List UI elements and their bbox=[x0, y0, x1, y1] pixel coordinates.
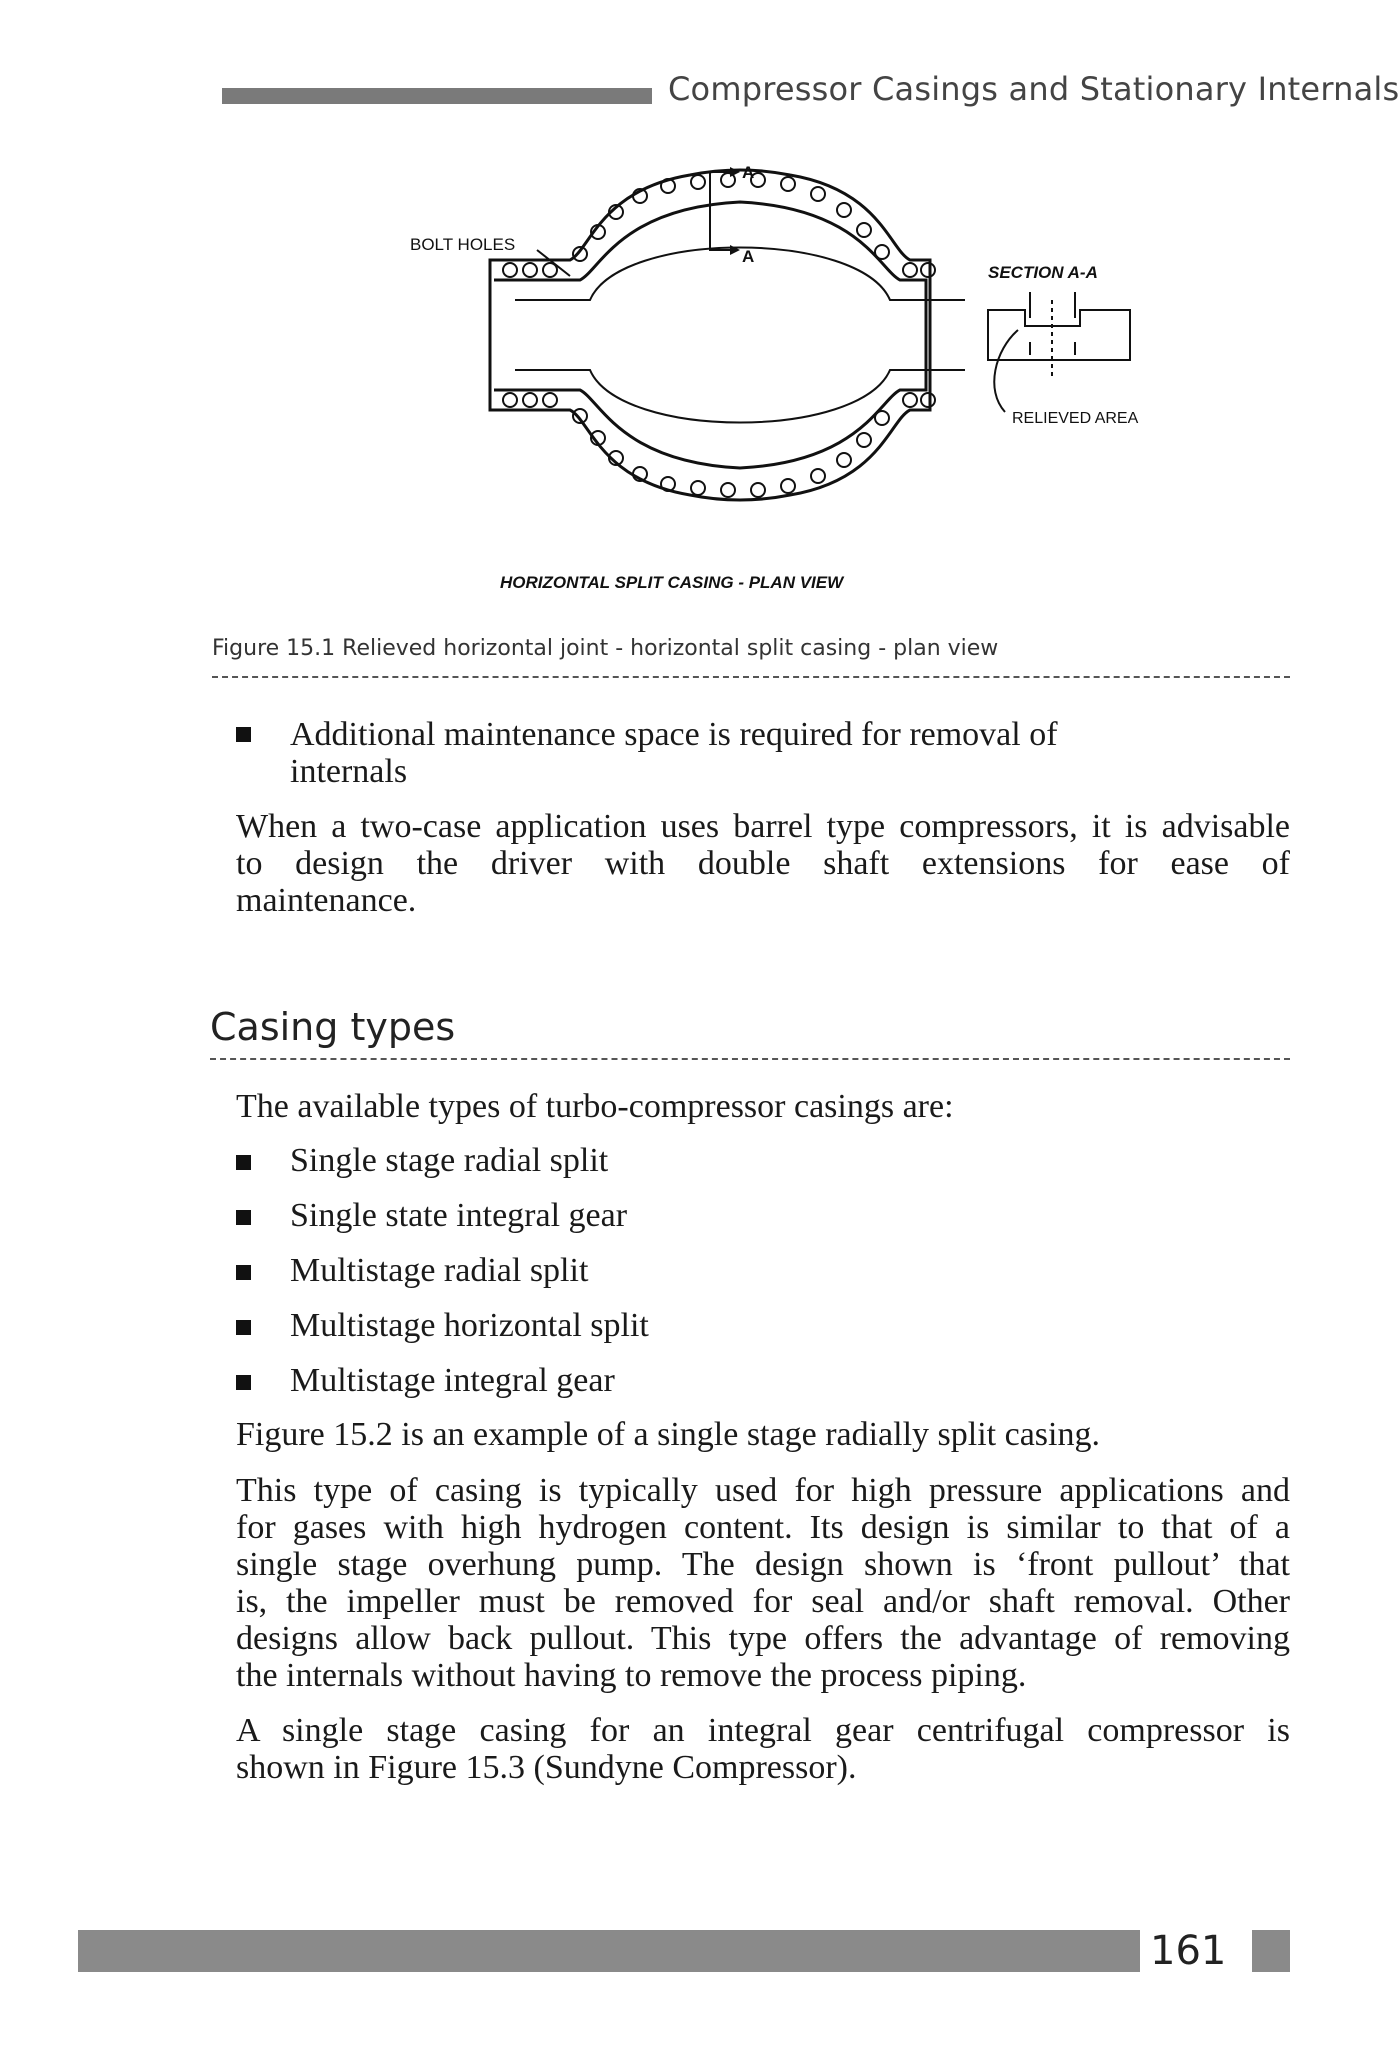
paragraph-line: Figure 15.2 is an example of a single stage radially split casing. bbox=[236, 1416, 1100, 1453]
list-item: Single stage radial split bbox=[290, 1142, 609, 1179]
section-marker-bottom: A bbox=[742, 247, 755, 266]
bullet-marker bbox=[236, 1155, 251, 1170]
paragraph-line: the internals without having to remove the process piping. bbox=[236, 1657, 1027, 1694]
bullet-marker bbox=[236, 1375, 251, 1390]
list-item: Single state integral gear bbox=[290, 1197, 628, 1234]
section-arrow-top-icon bbox=[730, 167, 740, 177]
bolt-holes-label: BOLT HOLES bbox=[410, 235, 516, 254]
casing-plan-view-drawing bbox=[410, 150, 1200, 600]
bolt-holes-leader bbox=[537, 250, 570, 276]
paragraph-line: is, the impeller must be removed for seal and/or shaft removal. Other bbox=[236, 1583, 1290, 1620]
paragraph-line: This type of casing is typically used for high pressure applications and bbox=[236, 1472, 1290, 1509]
figure-15-2-paragraph bbox=[236, 1416, 1290, 1453]
page-number: 161 bbox=[1150, 1928, 1227, 1974]
section-marker-top: A bbox=[742, 163, 755, 182]
section-title: SECTION A-A bbox=[988, 263, 1098, 282]
figure-15-1 bbox=[410, 150, 1200, 600]
section-line-bottom bbox=[710, 210, 730, 250]
section-rule bbox=[210, 1058, 1290, 1060]
plan-view-title: HORIZONTAL SPLIT CASING - PLAN VIEW bbox=[500, 573, 844, 592]
section-heading: Casing types bbox=[210, 1005, 456, 1049]
bore-top-line bbox=[515, 248, 965, 301]
casing-types-lead bbox=[236, 1088, 1290, 1125]
paragraph-line: When a two-case application uses barrel type compressors, it is advisable bbox=[236, 808, 1290, 845]
running-title: Compressor Casings and Stationary Internals bbox=[668, 70, 1399, 108]
section-arrow-bottom-icon bbox=[730, 245, 740, 255]
bolt-holes bbox=[503, 173, 935, 497]
paragraph-line: for gases with high hydrogen content. Its design is similar to that of a bbox=[236, 1509, 1290, 1546]
integral-gear-paragraph bbox=[236, 1712, 1290, 1786]
typical-use-paragraph bbox=[236, 1472, 1290, 1694]
maintenance-bullet-line1: Additional maintenance space is required for removal of bbox=[290, 716, 1058, 753]
bullet-marker bbox=[236, 1320, 251, 1335]
list-item: Multistage integral gear bbox=[290, 1362, 615, 1399]
section-detail bbox=[988, 292, 1130, 412]
list-item: Multistage horizontal split bbox=[290, 1307, 649, 1344]
paragraph-line: A single stage casing for an integral gear centrifugal compressor is bbox=[236, 1712, 1290, 1749]
two-case-paragraph bbox=[236, 808, 1290, 919]
paragraph-line: single stage overhung pump. The design shown is ‘front pullout’ that bbox=[236, 1546, 1290, 1583]
footer-bar bbox=[78, 1930, 1140, 1972]
paragraph-line: maintenance. bbox=[236, 882, 417, 919]
relieved-area-label: RELIEVED AREA bbox=[1012, 410, 1139, 427]
footer-block bbox=[1252, 1930, 1290, 1972]
paragraph-line: shown in Figure 15.3 (Sundyne Compressor). bbox=[236, 1749, 857, 1786]
lead-line: The available types of turbo-compressor casings are: bbox=[236, 1088, 954, 1125]
header-bar bbox=[222, 88, 652, 104]
bullet-marker bbox=[236, 1265, 251, 1280]
figure-caption: Figure 15.1 Relieved horizontal joint - horizontal split casing - plan view bbox=[212, 636, 999, 661]
bullet-marker bbox=[236, 727, 251, 742]
paragraph-line: designs allow back pullout. This type offers the advantage of removing bbox=[236, 1620, 1290, 1657]
paragraph-line: to design the driver with double shaft extensions for ease of bbox=[236, 845, 1290, 882]
caption-rule bbox=[212, 676, 1290, 678]
maintenance-bullet-line2: internals bbox=[290, 753, 408, 790]
bullet-marker bbox=[236, 1210, 251, 1225]
bore-bottom-line bbox=[515, 370, 965, 423]
list-item: Multistage radial split bbox=[290, 1252, 589, 1289]
